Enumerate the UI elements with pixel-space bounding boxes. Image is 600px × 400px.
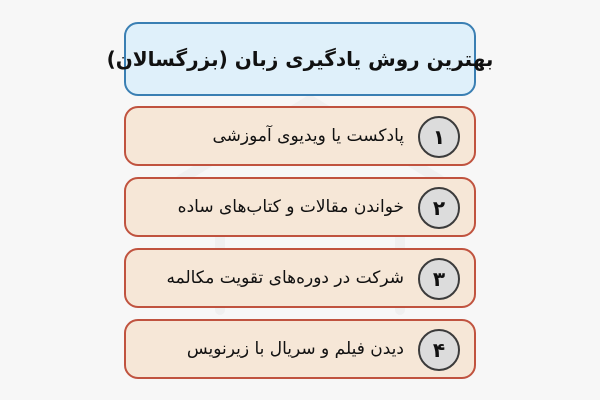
item-label: پادکست یا ویدیوی آموزشی — [212, 126, 404, 146]
item-number-badge: ۱ — [418, 116, 460, 158]
item-number-badge: ۳ — [418, 258, 460, 300]
item-label: دیدن فیلم و سریال با زیرنویس — [186, 339, 404, 359]
list-item-2 — [124, 177, 476, 237]
page-title: بهترین روش یادگیری زبان (بزرگسالان) — [106, 47, 494, 71]
item-number-badge: ۲ — [418, 187, 460, 229]
item-label: شرکت در دوره‌های تقویت مکالمه — [166, 268, 404, 288]
item-number-badge: ۴ — [418, 329, 460, 371]
list-item-3 — [124, 248, 476, 308]
list-item-4 — [124, 319, 476, 379]
item-label: خواندن مقالات و کتاب‌های ساده — [177, 197, 404, 217]
list-item-1 — [124, 106, 476, 166]
title-box — [106, 22, 494, 96]
